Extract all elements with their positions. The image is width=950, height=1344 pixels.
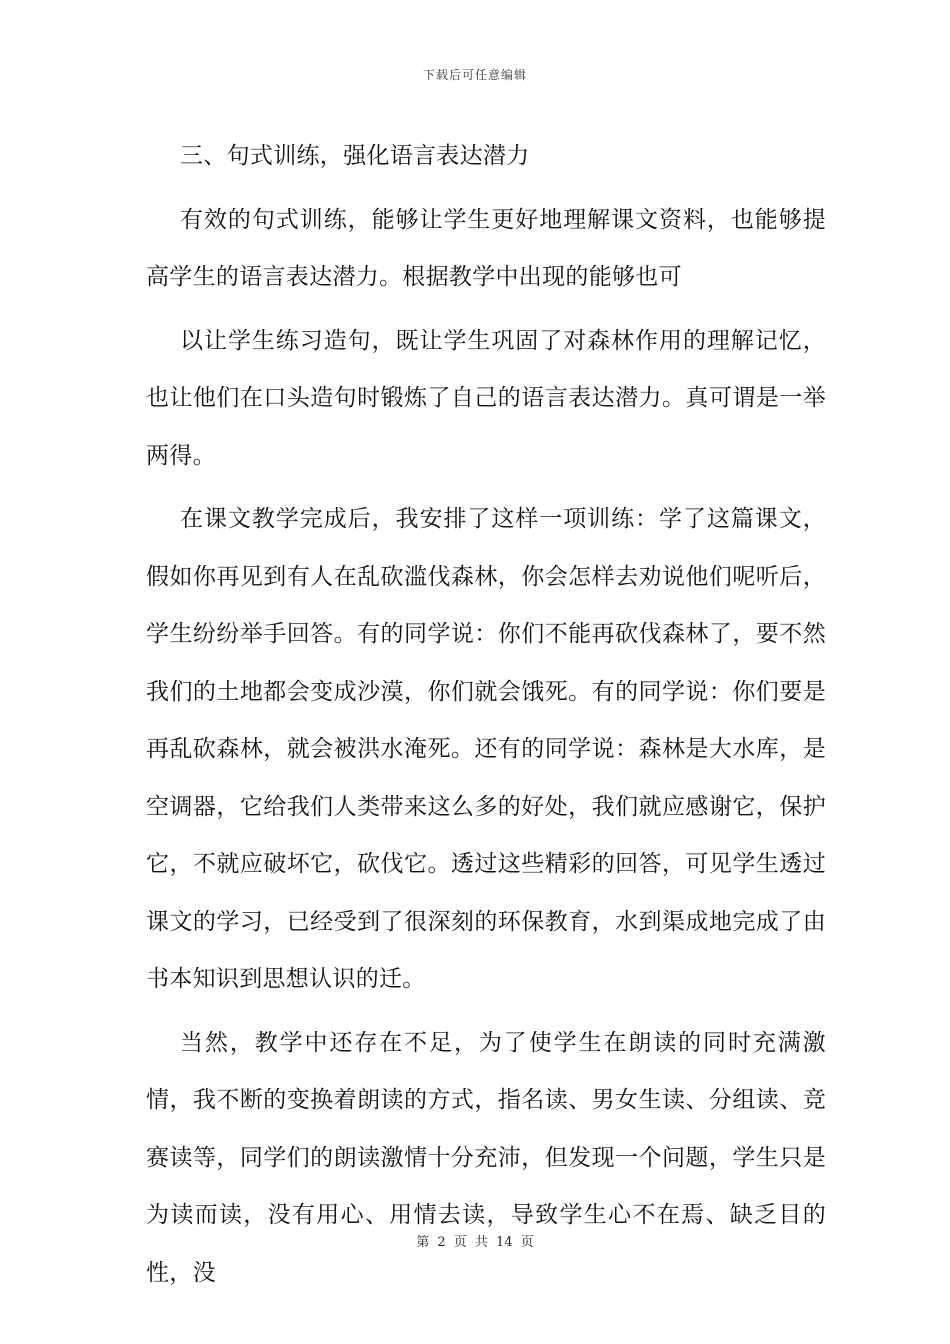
paragraph: 在课文教学完成后，我安排了这样一项训练：学了这篇课文，假如你再见到有人在乱砍滥伐森林，你会怎样去劝说他们呢听后，学生纷纷举手回答。有的同学说：你们不能再砍伐森林了，要不然我们的土地都会变成沙漠，你们就会饿死。有的同学说：你们要是再乱砍森林，就会被洪水淹死。还有的同学说：森林是大水库，是空调器，它给我们人类带来这么多的好处，我们就应感谢它，保护它，不就应破坏它，砍伐它。透过这些精彩的回答，可见学生透过课文的学习，已经受到了很深刻的环保教育，水到渠成地完成了由书本知识到思想认识的迁。: [146, 506, 826, 992]
paragraph: 以让学生练习造句，既让学生巩固了对森林作用的理解记忆，也让他们在口头造句时锻炼了自己的语言表达潜力。真可谓是一举两得。: [146, 327, 826, 469]
paragraph: 有效的句式训练，能够让学生更好地理解课文资料，也能够提高学生的语言表达潜力。根据教学中出现的能够也可: [146, 206, 826, 290]
section-heading: 三、句式训练，强化语言表达潜力: [180, 143, 530, 169]
paragraph: 当然，教学中还存在不足，为了使学生在朗读的同时充满激情，我不断的变换着朗读的方式，指名读、男女生读、分组读、竞赛读等，同学们的朗读激情十分充沛，但发现一个问题，学生只是为读而读，没有用心、用情去读，导致学生心不在焉、缺乏目的性，没: [146, 1029, 826, 1286]
page-footer: 第 2 页 共 14 页: [416, 1235, 534, 1250]
page-header: 下载后可任意编辑: [422, 68, 527, 82]
document-body: [146, 128, 826, 1302]
